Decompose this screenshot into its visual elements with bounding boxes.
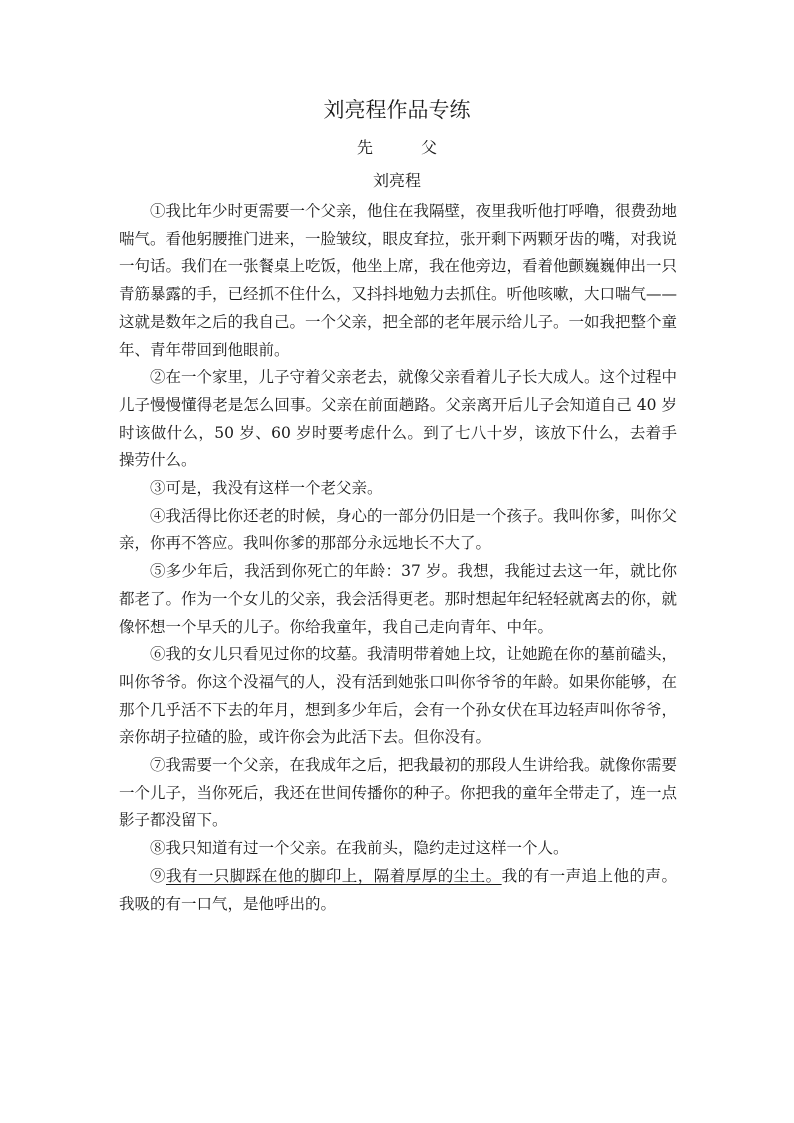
essay-title — [0, 136, 794, 160]
paragraph-1: ①我比年少时更需要一个父亲，他住在我隔壁，夜里我听他打呼噜，很费劲地喘气。看他躬腰推门进来，一脸皱纹，眼皮耷拉，张开剩下两颗牙齿的嘴，对我说一句话。我们在一张餐桌上吃饭，他坐上席，我在他旁边，看着他颤巍巍伸出一只青筋暴露的手，已经抓不住什么，又抖抖地勉力去抓住。听他咳嗽，大口喘气——这就是数年之后的我自己。一个父亲，把全部的老年展示给儿子。一如我把整个童年、青年带回到他眼前。 — [119, 202, 678, 359]
paragraph-5: ⑤多少年后，我活到你死亡的年龄：37 岁。我想，我能过去这一年，就比你都老了。作为一个女儿的父亲，我会活得更老。那时想起年纪轻轻就离去的你，就像怀想一个早夭的儿子。你给我童年，我自己走向青年、中年。 — [119, 562, 678, 636]
paragraph-9 — [119, 863, 677, 918]
paragraph-9-rest: 我的有一声追上他的声。我吸的有一口气，是他呼出的。 — [119, 866, 677, 913]
essay-author: 刘亮程 — [372, 171, 421, 190]
paragraph-7: ⑦我需要一个父亲，在我成年之后，把我最初的那段人生讲给我。就像你需要一个儿子，当你死后，我还在世间传播你的种子。你把我的童年全带走了，连一点影子都没留下。 — [119, 756, 678, 830]
document-title: 刘亮程作品专练 — [323, 98, 471, 122]
paragraph-4: ④我活得比你还老的时候，身心的一部分仍旧是一个孩子。我叫你爹，叫你父亲，你再不答应。我叫你爹的那部分永远地长不大了。 — [119, 506, 678, 553]
paragraph-6: ⑥我的女儿只看见过你的坟墓。我清明带着她上坟，让她跪在你的墓前磕头，叫你爷爷。你这个没福气的人，没有活到她张口叫你爷爷的年龄。如果你能够，在那个几乎活不下去的年月，想到多少年后，会有一个孙女伏在耳边轻声叫你爷爷，亲你胡子拉碴的脸，或许你会为此活下去。但你没有。 — [119, 645, 678, 747]
paragraph-9-number: ⑨ — [150, 866, 166, 885]
paragraph-8: ⑧我只知道有过一个父亲。在我前头，隐约走过这样一个人。 — [150, 839, 569, 858]
paragraph-2: ②在一个家里，儿子守着父亲老去，就像父亲看着儿子长大成人。这个过程中儿子慢慢懂得老是怎么回事。父亲在前面趟路。父亲离开后儿子会知道自己 40 岁时该做什么，50 岁、60 岁时要考虑什么。到了七八十岁，该放下什么，去着手操劳什么。 — [119, 368, 678, 470]
underlined-sentence: 我有一只脚踩在他的脚印上，隔着厚厚的尘土。 — [165, 866, 502, 885]
essay-title-text: 先 父 — [356, 138, 453, 157]
paragraph-3: ③可是，我没有这样一个老父亲。 — [150, 479, 383, 498]
essay-body — [119, 198, 677, 918]
